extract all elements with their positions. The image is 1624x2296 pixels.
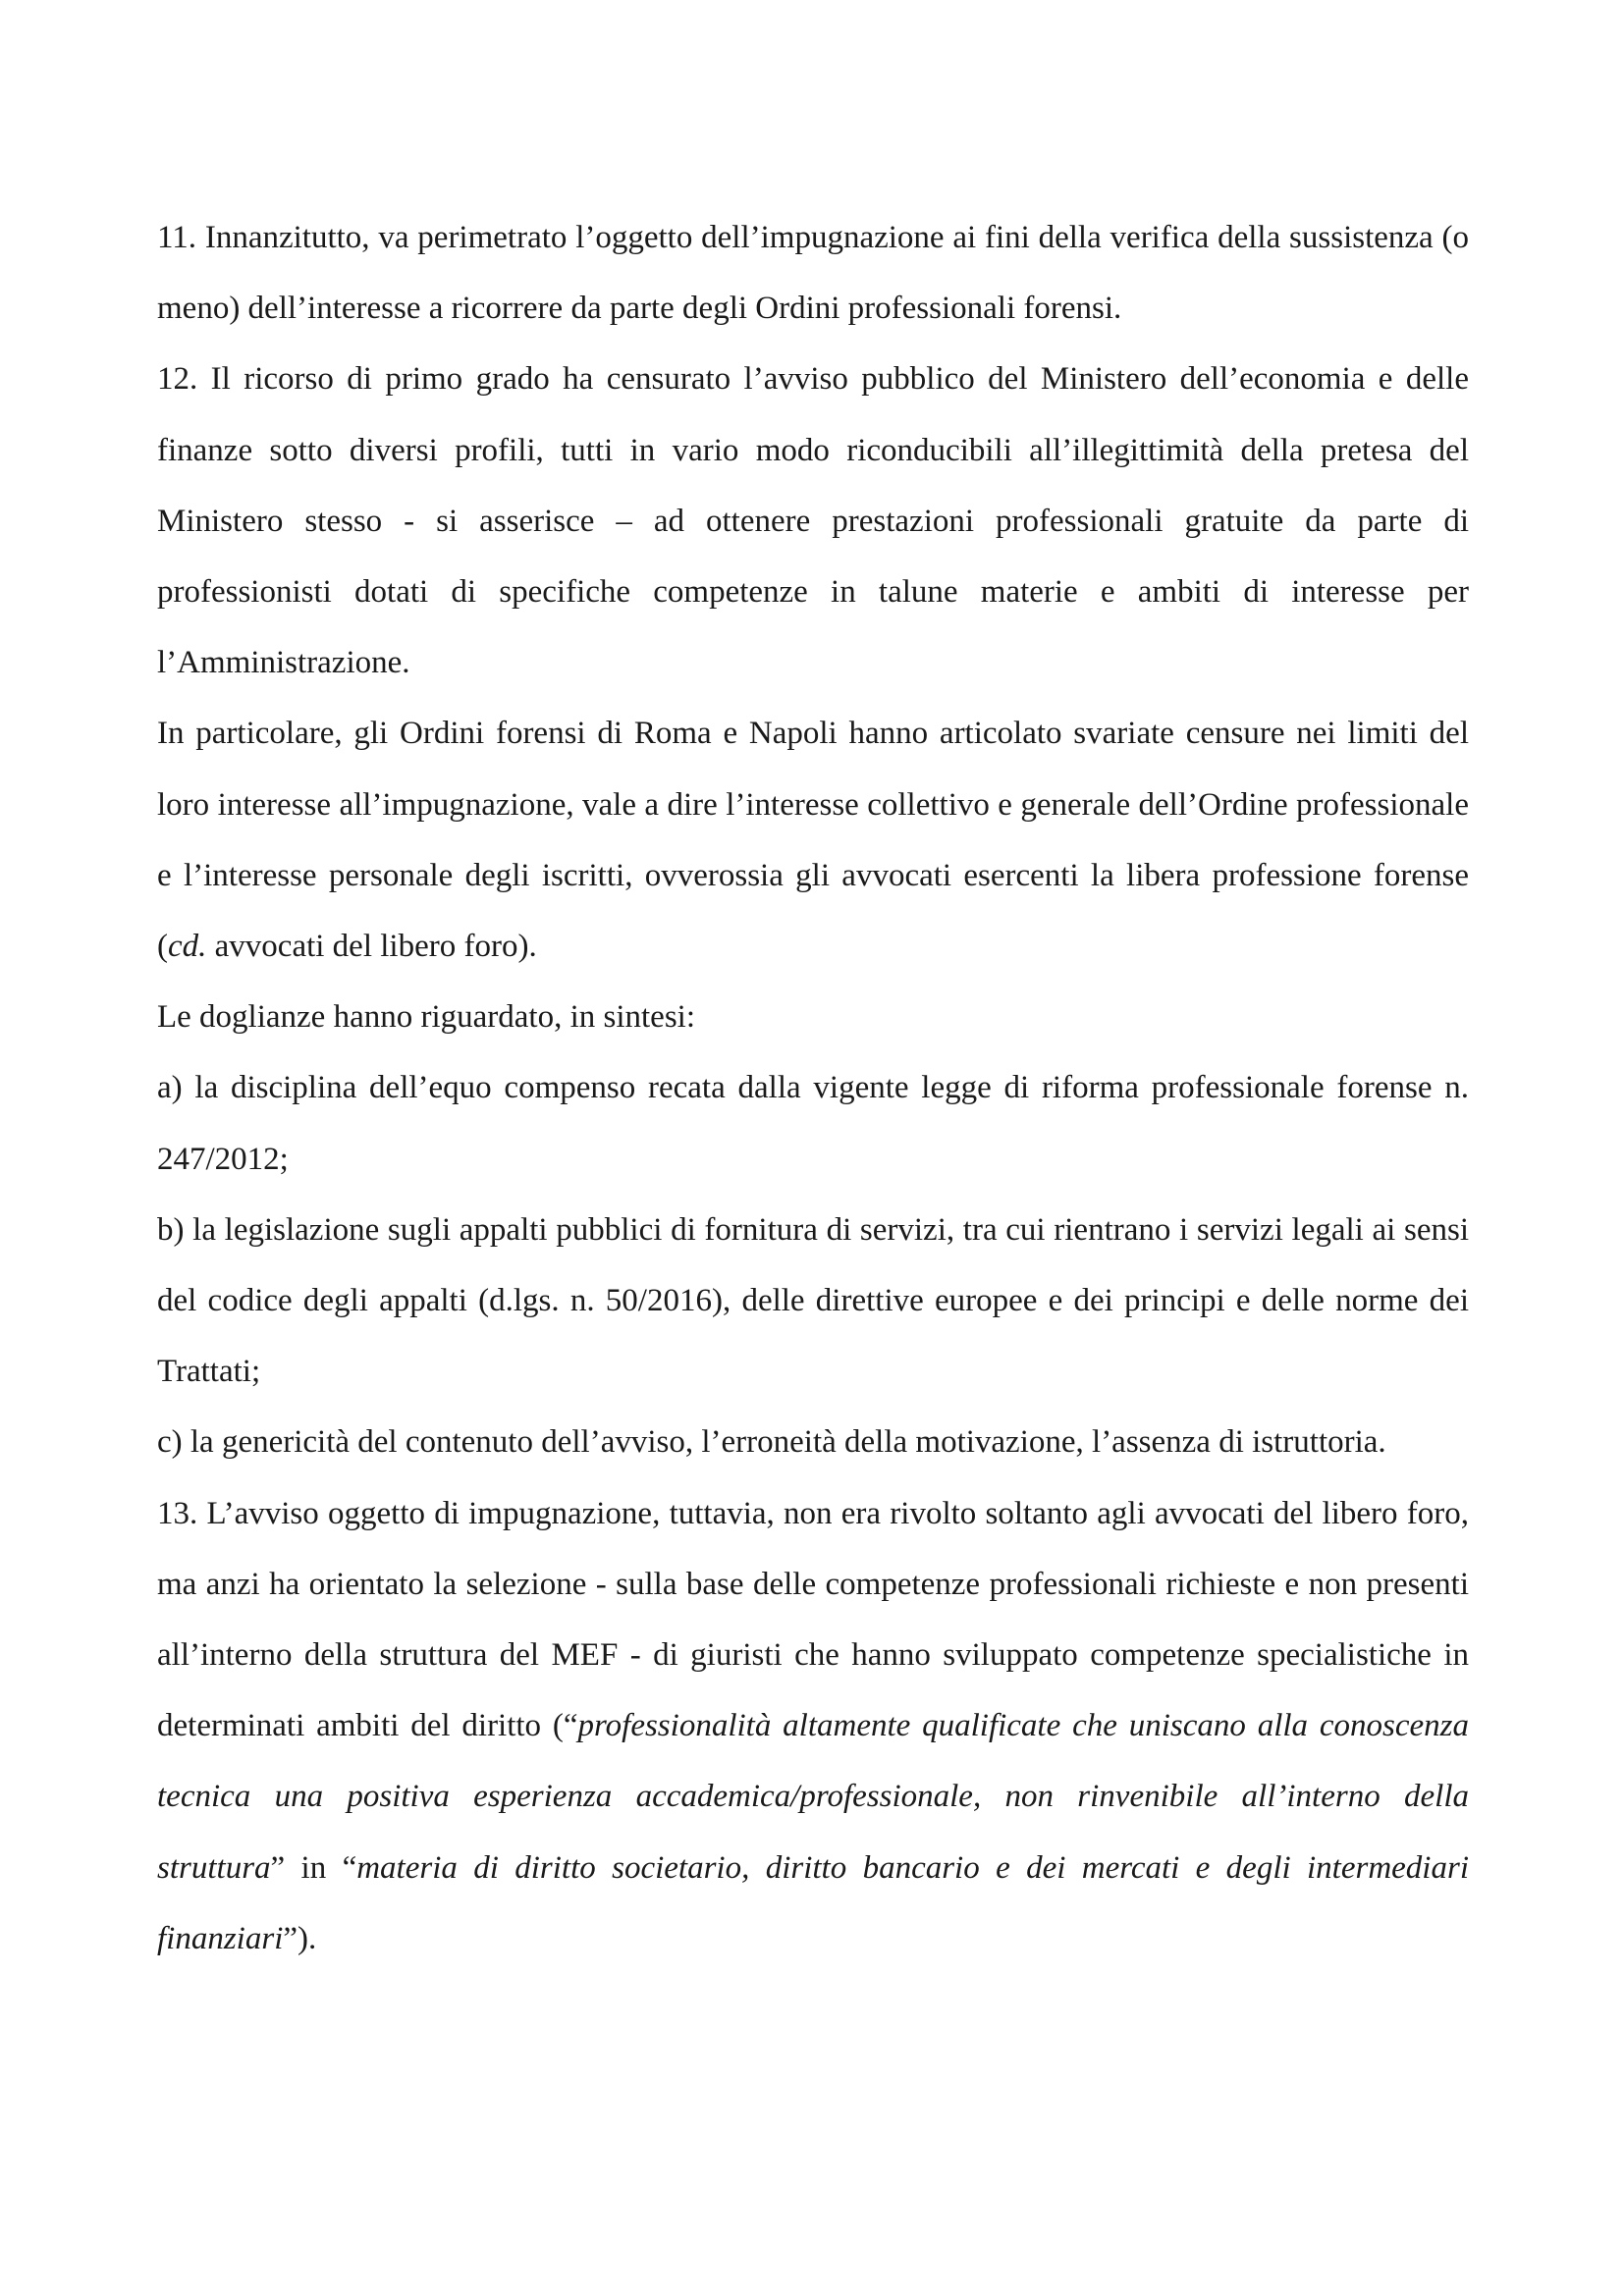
paragraph-text: ” in “ xyxy=(270,1849,357,1886)
list-item-b xyxy=(157,1195,1469,1408)
document-page xyxy=(157,202,1469,1974)
list-item-a xyxy=(157,1052,1469,1194)
paragraph-text: Le doglianze hanno riguardato, in sintesi: xyxy=(157,999,696,1036)
italic-quotation: professionalità altamente qualificate che uniscano alla conoscenza tecnica una positiva esperienza accademica/professionale, non rinvenibile all’interno della struttura xyxy=(157,1708,1469,1886)
paragraph-text: 12. Il ricorso di primo grado ha censurato l’avviso pubblico del Ministero dell’economia e delle finanze sotto diversi profili, tutti in vario modo riconducibili all’illegittimità della pretesa del Ministero stesso - si asserisce – ad ottenere prestazioni professionali gratuite da parte di professionisti dotati di specifiche competenze in talune materie e ambiti di interesse per l’Amministrazione. xyxy=(157,361,1469,681)
paragraph-text: In particolare, gli Ordini forensi di Roma e Napoli hanno articolato svariate censure nei limiti del loro interesse all’impugnazione, vale a dire l’interesse collettivo e generale dell’Ordine professionale e l’interesse personale degli iscritti, ovverossia gli avvocati esercenti la libera professione forense ( xyxy=(157,716,1469,965)
paragraph-doglianze-intro xyxy=(157,982,1469,1052)
paragraph-13 xyxy=(157,1478,1469,1974)
paragraph-text: 13. L’avviso oggetto di impugnazione, tuttavia, non era rivolto soltanto agli avvocati del libero foro, ma anzi ha orientato la selezione - sulla base delle competenze professionali richieste e non presenti all’interno della struttura del MEF - di giuristi che hanno sviluppato competenze specialistiche in determinati ambiti del diritto (“ xyxy=(157,1495,1469,1744)
list-item-text: c) la genericità del contenuto dell’avviso, l’erroneità della motivazione, l’assenza di istruttoria. xyxy=(157,1424,1386,1461)
list-item-text: b) la legislazione sugli appalti pubblici di fornitura di servizi, tra cui rientrano i servizi legali ai sensi del codice degli appalti (d.lgs. n. 50/2016), delle direttive europee e dei principi e delle norme dei Trattati; xyxy=(157,1211,1469,1390)
italic-abbreviation-cd: cd. xyxy=(168,929,207,965)
paragraph-text: 11. Innanzitutto, va perimetrato l’oggetto dell’impugnazione ai fini della verifica della sussistenza (o meno) dell’interesse a ricorrere da parte degli Ordini professionali forensi. xyxy=(157,220,1469,327)
paragraph-11 xyxy=(157,202,1469,344)
paragraph-text: ”). xyxy=(283,1920,317,1956)
paragraph-12-particolare xyxy=(157,698,1469,982)
paragraph-text: avvocati del libero foro). xyxy=(206,929,537,965)
paragraph-12 xyxy=(157,344,1469,698)
list-item-c xyxy=(157,1407,1469,1477)
list-item-text: a) la disciplina dell’equo compenso recata dalla vigente legge di riforma professionale forense n. 247/2012; xyxy=(157,1070,1469,1177)
italic-quotation: materia di diritto societario, diritto bancario e dei mercati e degli intermediari finanziari xyxy=(157,1849,1469,1956)
